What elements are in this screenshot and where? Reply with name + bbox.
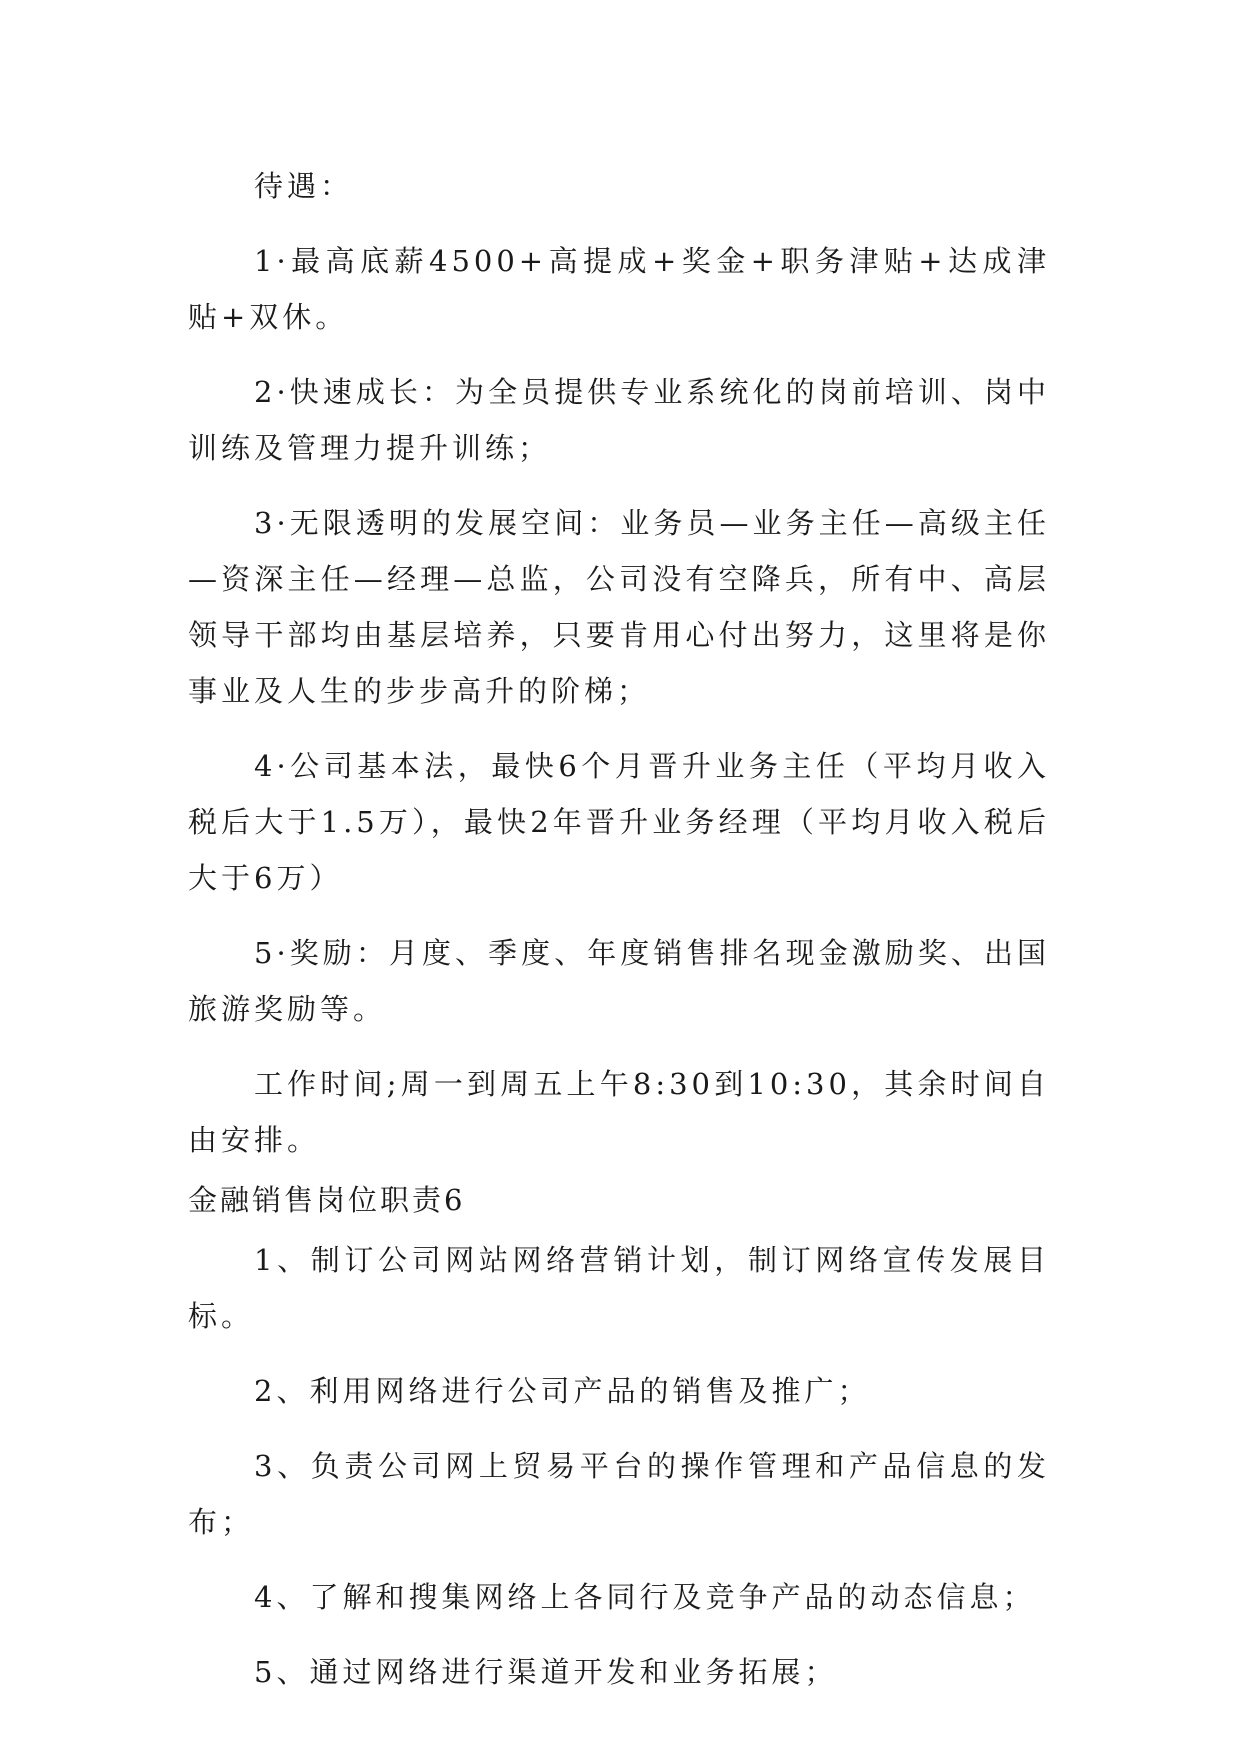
benefit-item-1: 1·最高底薪4500+高提成+奖金+职务津贴+达成津贴+双休。	[188, 244, 1050, 334]
duty-item-1: 1、制订公司网站网络营销计划，制订网络宣传发展目标。	[188, 1243, 1050, 1333]
duty-item-5: 5、通过网络进行渠道开发和业务拓展；	[254, 1655, 838, 1689]
duty-item-3: 3、负责公司网上贸易平台的操作管理和产品信息的发布；	[188, 1449, 1050, 1539]
benefit-item-4: 4·公司基本法，最快6个月晋升业务主任（平均月收入税后大于1.5万），最快2年晋升业务经理（平均月收入税后大于6万）	[188, 749, 1050, 895]
duty-item-2: 2、利用网络进行公司产品的销售及推广；	[254, 1374, 871, 1408]
section-heading: 金融销售岗位职责6	[188, 1183, 466, 1217]
working-hours: 工作时间;周一到周五上午8:30到10:30，其余时间自由安排。	[188, 1067, 1050, 1157]
benefits-heading: 待遇：	[254, 169, 354, 203]
duty-item-4: 4、了解和搜集网络上各同行及竞争产品的动态信息；	[254, 1580, 1036, 1614]
benefit-item-5: 5·奖励：月度、季度、年度销售排名现金激励奖、出国旅游奖励等。	[188, 936, 1050, 1026]
benefit-item-3: 3·无限透明的发展空间：业务员—业务主任—高级主任—资深主任—经理—总监，公司没有空降兵，所有中、高层领导干部均由基层培养，只要肯用心付出努力，这里将是你事业及人生的步步高升的阶梯；	[188, 506, 1050, 708]
document-body	[188, 158, 1050, 1719]
benefit-item-2: 2·快速成长：为全员提供专业系统化的岗前培训、岗中训练及管理力提升训练；	[188, 375, 1050, 465]
